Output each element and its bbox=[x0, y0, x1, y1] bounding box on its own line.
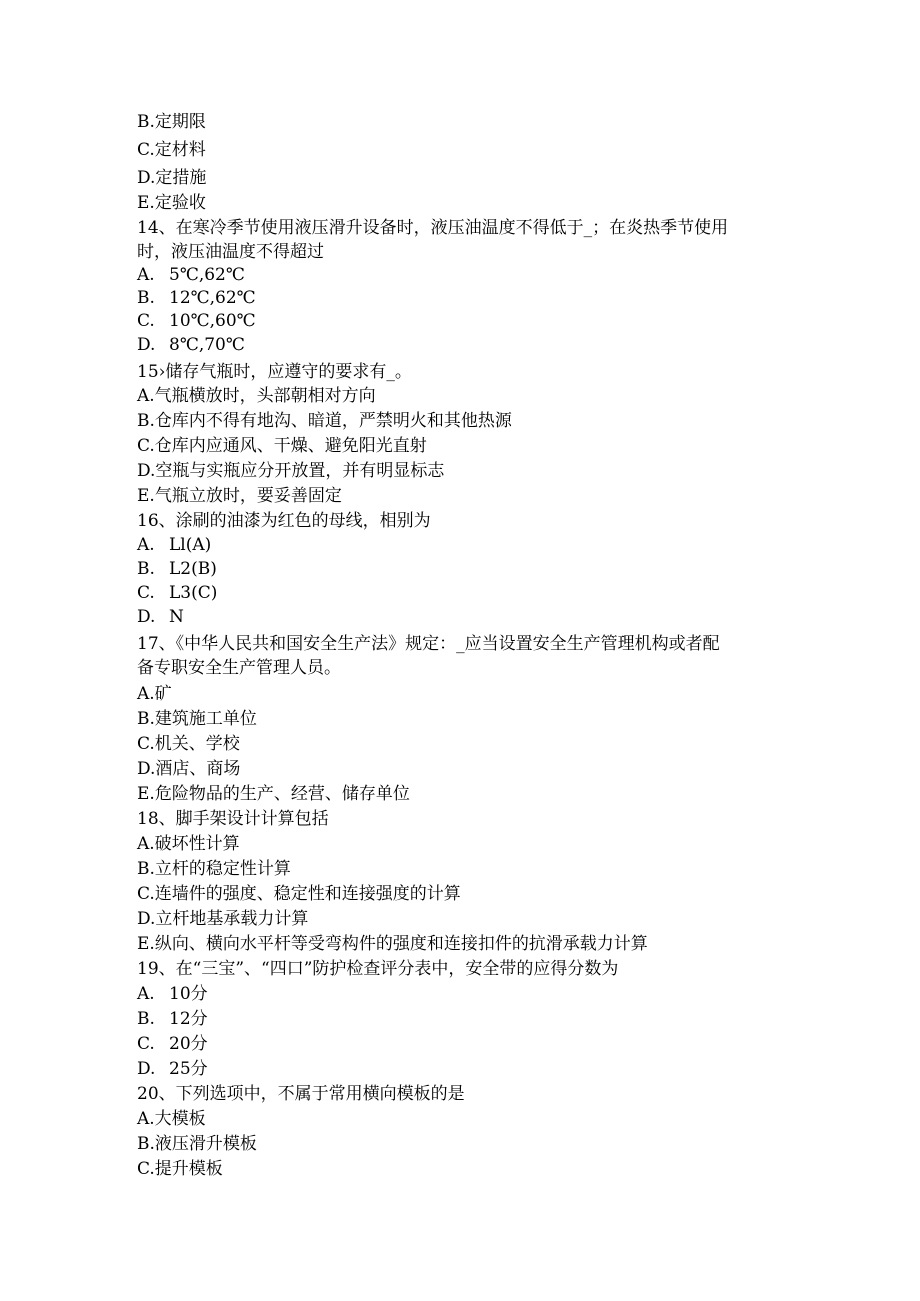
question-line: 15›储存气瓶时，应遵守的要求有_。 bbox=[137, 362, 412, 382]
question-line: 20、下列选项中，不属于常用横向模板的是 bbox=[137, 1084, 465, 1104]
option-line: D.立杆地基承载力计算 bbox=[137, 909, 309, 929]
choice-text: N bbox=[169, 607, 184, 627]
question-line: 16、涂刷的油漆为红色的母线，相别为 bbox=[137, 511, 431, 531]
choice-text: L3(C) bbox=[169, 583, 218, 603]
option-line: B.立杆的稳定性计算 bbox=[137, 859, 291, 879]
option-line: B.液压滑升模板 bbox=[137, 1134, 257, 1154]
choice-letter: D. bbox=[137, 1059, 156, 1079]
option-line: C.提升模板 bbox=[137, 1159, 223, 1179]
choice-letter: B. bbox=[137, 288, 155, 308]
option-line: C.机关、学校 bbox=[137, 734, 240, 754]
choice-line bbox=[137, 984, 208, 1004]
option-line: D.定措施 bbox=[137, 168, 207, 188]
choice-line bbox=[137, 607, 184, 627]
choice-text: 8℃,70℃ bbox=[169, 335, 245, 355]
option-line: A.大模板 bbox=[137, 1109, 206, 1129]
choice-letter: A. bbox=[137, 535, 155, 555]
choice-letter: A. bbox=[137, 265, 155, 285]
question-line: 19、在“三宝”、“四口”防护检查评分表中，安全带的应得分数为 bbox=[137, 959, 619, 979]
choice-letter: B. bbox=[137, 1009, 155, 1029]
question-line: 17、《中华人民共和国安全生产法》规定：_应当设置安全生产管理机构或者配 bbox=[137, 634, 720, 654]
question-line: 时，液压油温度不得超过 bbox=[137, 242, 324, 262]
option-line: E.危险物品的生产、经营、储存单位 bbox=[137, 784, 410, 804]
option-line: A.气瓶横放时，头部朝相对方向 bbox=[137, 386, 376, 406]
choice-letter: B. bbox=[137, 559, 155, 579]
option-line: E.纵向、横向水平杆等受弯构件的强度和连接扣件的抗滑承载力计算 bbox=[137, 934, 648, 954]
option-line: C.连墙件的强度、稳定性和连接强度的计算 bbox=[137, 884, 461, 904]
choice-line bbox=[137, 335, 245, 355]
choice-line bbox=[137, 559, 217, 579]
option-line: D.空瓶与实瓶应分开放置，并有明显标志 bbox=[137, 461, 445, 481]
choice-line bbox=[137, 583, 217, 603]
option-line: B.仓库内不得有地沟、暗道，严禁明火和其他热源 bbox=[137, 411, 512, 431]
choice-line bbox=[137, 288, 256, 308]
option-line: E.气瓶立放时，要妥善固定 bbox=[137, 486, 342, 506]
option-line: A.矿 bbox=[137, 684, 172, 704]
choice-text: L2(B) bbox=[169, 559, 217, 579]
choice-line bbox=[137, 1059, 208, 1079]
option-line: D.酒店、商场 bbox=[137, 759, 241, 779]
choice-text: 20分 bbox=[169, 1034, 208, 1054]
choice-letter: A. bbox=[137, 984, 155, 1004]
choice-letter: C. bbox=[137, 1034, 155, 1054]
choice-letter: C. bbox=[137, 583, 155, 603]
option-line: C.仓库内应通风、干燥、避免阳光直射 bbox=[137, 436, 427, 456]
choice-letter: D. bbox=[137, 607, 156, 627]
choice-text: 10分 bbox=[169, 984, 208, 1004]
choice-text: 12℃,62℃ bbox=[169, 288, 256, 308]
option-line: A.破坏性计算 bbox=[137, 834, 240, 854]
choice-line bbox=[137, 265, 245, 285]
question-line: 14、在寒冷季节使用液压滑升设备时，液压油温度不得低于_；在炎热季节使用 bbox=[137, 218, 729, 238]
choice-line bbox=[137, 1034, 208, 1054]
choice-line bbox=[137, 311, 256, 331]
choice-line bbox=[137, 535, 211, 555]
choice-text: 10℃,60℃ bbox=[169, 311, 256, 331]
choice-letter: C. bbox=[137, 311, 155, 331]
question-line: 备专职安全生产管理人员。 bbox=[137, 658, 341, 678]
choice-text: 5℃,62℃ bbox=[169, 265, 245, 285]
choice-line bbox=[137, 1009, 208, 1029]
option-line: B.建筑施工单位 bbox=[137, 709, 257, 729]
option-line: E.定验收 bbox=[137, 193, 206, 213]
choice-letter: D. bbox=[137, 335, 156, 355]
choice-text: 12分 bbox=[169, 1009, 208, 1029]
option-line: B.定期限 bbox=[137, 112, 206, 132]
option-line: C.定材料 bbox=[137, 140, 206, 160]
choice-text: 25分 bbox=[169, 1059, 208, 1079]
question-line: 18、脚手架设计计算包括 bbox=[137, 809, 329, 829]
choice-text: Ll(A) bbox=[169, 535, 212, 555]
